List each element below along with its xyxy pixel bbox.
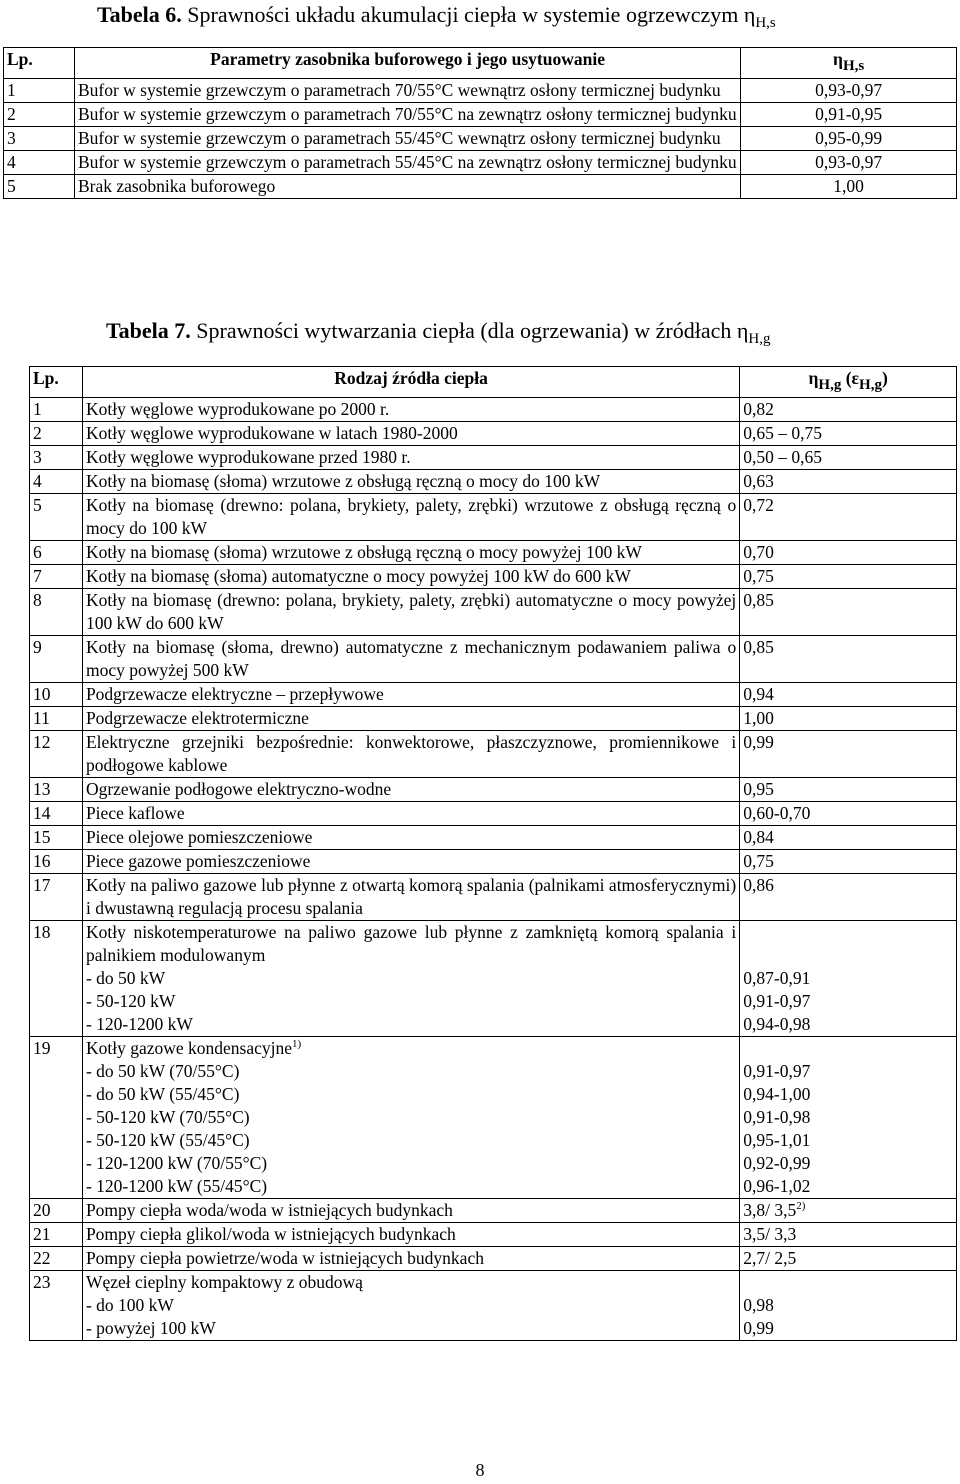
table7-title-sub: H,g bbox=[748, 331, 771, 347]
table7-val: 3,8/ 3,5$^{2)}$ bbox=[740, 1199, 957, 1223]
table7-lp: 11 bbox=[30, 707, 83, 731]
table7-lp: 17 bbox=[30, 874, 83, 921]
table7-row bbox=[30, 636, 957, 683]
table7-row bbox=[30, 422, 957, 446]
row23-val: 0,99 bbox=[743, 1318, 774, 1338]
table7 bbox=[29, 366, 957, 1341]
row23-item: - powyżej 100 kW bbox=[85, 1318, 216, 1338]
table7-desc: Kotły na paliwo gazowe lub płynne z otwartą komorą spalania (palnikami atmosferycznymi) i dwustawną regulacją procesu spalania bbox=[82, 874, 739, 921]
row18-val: 0,87-0,91 bbox=[743, 968, 811, 988]
table7-val: 0,65 – 0,75 bbox=[740, 422, 957, 446]
table6-row bbox=[4, 79, 957, 103]
table7-desc: Pompy ciepła powietrze/woda w istniejących budynkach bbox=[82, 1247, 739, 1271]
table6-label: Tabela 6. bbox=[97, 2, 182, 27]
table7-title: Sprawności wytwarzania ciepła (dla ogrzewania) w źródłach η bbox=[196, 318, 749, 343]
table7-desc bbox=[82, 1271, 739, 1341]
table6-val: 0,93-0,97 bbox=[741, 79, 957, 103]
table7-val: 1,00 bbox=[740, 707, 957, 731]
table7-lp: 6 bbox=[30, 541, 83, 565]
table7-row bbox=[30, 565, 957, 589]
table6-header-lp: Lp. bbox=[4, 48, 75, 79]
row19-desc: Kotły gazowe kondensacyjne bbox=[85, 1038, 292, 1058]
row18-item: - 120-1200 kW bbox=[85, 1014, 193, 1034]
table7-val: 0,84 bbox=[740, 826, 957, 850]
table7-lp: 18 bbox=[30, 921, 83, 1037]
table6-desc: Bufor w systemie grzewczym o parametrach 70/55°C na zewnątrz osłony termicznej budynku bbox=[74, 103, 740, 127]
row18-val: 0,94-0,98 bbox=[743, 1014, 811, 1034]
table7-desc: Kotły na biomasę (słoma) wrzutowe z obsługą ręczną o mocy powyżej 100 kW bbox=[82, 541, 739, 565]
table7-lp: 13 bbox=[30, 778, 83, 802]
table7-lp: 20 bbox=[30, 1199, 83, 1223]
table6-val: 0,95-0,99 bbox=[741, 127, 957, 151]
table6-val: 0,91-0,95 bbox=[741, 103, 957, 127]
row19-item: - 50-120 kW (55/45°C) bbox=[85, 1130, 250, 1150]
row19-val: 0,92-0,99 bbox=[743, 1153, 811, 1173]
row18-item: - do 50 kW bbox=[85, 968, 166, 988]
table7-val bbox=[740, 1271, 957, 1341]
table7-row bbox=[30, 850, 957, 874]
table7-desc: Kotły na biomasę (słoma) wrzutowe z obsługą ręczną o mocy do 100 kW bbox=[82, 470, 739, 494]
table7-val: 0,70 bbox=[740, 541, 957, 565]
row19-item: - do 50 kW (55/45°C) bbox=[85, 1084, 240, 1104]
table7-val: 0,94 bbox=[740, 683, 957, 707]
table7-val: 0,86 bbox=[740, 874, 957, 921]
row19-val: 0,96-1,02 bbox=[743, 1176, 811, 1196]
table6-desc: Bufor w systemie grzewczym o parametrach 70/55°C wewnątrz osłony termicznej budynku bbox=[74, 79, 740, 103]
table6-desc: Bufor w systemie grzewczym o parametrach 55/45°C wewnątrz osłony termicznej budynku bbox=[74, 127, 740, 151]
table7-val: 0,60-0,70 bbox=[740, 802, 957, 826]
table7-val: 0,50 – 0,65 bbox=[740, 446, 957, 470]
table7-row bbox=[30, 826, 957, 850]
table7-row bbox=[30, 778, 957, 802]
table6-lp: 1 bbox=[4, 79, 75, 103]
table7-val: 0,82 bbox=[740, 398, 957, 422]
table7-desc: Pompy ciepła glikol/woda w istniejących budynkach bbox=[82, 1223, 739, 1247]
table7-val bbox=[740, 1037, 957, 1199]
table7-lp: 3 bbox=[30, 446, 83, 470]
table6-title: Sprawności układu akumulacji ciepła w systemie ogrzewczym η bbox=[187, 2, 756, 27]
table7-lp: 4 bbox=[30, 470, 83, 494]
table7-val: 3,5/ 3,3 bbox=[740, 1223, 957, 1247]
row23-val: 0,98 bbox=[743, 1295, 774, 1315]
table6-val: 0,93-0,97 bbox=[741, 151, 957, 175]
row19-note: 1) bbox=[292, 1038, 302, 1051]
table6-desc: Brak zasobnika buforowego bbox=[74, 175, 740, 199]
table7-lp: 22 bbox=[30, 1247, 83, 1271]
table7-caption bbox=[106, 318, 770, 352]
table7-val: 0,75 bbox=[740, 850, 957, 874]
row19-item: - 120-1200 kW (55/45°C) bbox=[85, 1176, 268, 1196]
table6-lp: 4 bbox=[4, 151, 75, 175]
table6-caption bbox=[97, 2, 776, 36]
table7-lp: 9 bbox=[30, 636, 83, 683]
table7-row bbox=[30, 874, 957, 921]
row18-val: 0,91-0,97 bbox=[743, 991, 811, 1011]
table7-desc: Kotły węglowe wyprodukowane po 2000 r. bbox=[82, 398, 739, 422]
table7-row bbox=[30, 1247, 957, 1271]
table7-val: 0,99 bbox=[740, 731, 957, 778]
table7-lp: 2 bbox=[30, 422, 83, 446]
table6-header-eta: ηH,s bbox=[741, 48, 957, 79]
table7-lp: 8 bbox=[30, 589, 83, 636]
table7-row bbox=[30, 707, 957, 731]
table7-row bbox=[30, 731, 957, 778]
table7-desc: Piece kaflowe bbox=[82, 802, 739, 826]
table7-lp: 10 bbox=[30, 683, 83, 707]
table6 bbox=[3, 47, 957, 199]
table7-val: 0,72 bbox=[740, 494, 957, 541]
table7-val: 0,85 bbox=[740, 589, 957, 636]
table6-lp: 5 bbox=[4, 175, 75, 199]
table7-lp: 1 bbox=[30, 398, 83, 422]
row18-desc: Kotły niskotemperaturowe na paliwo gazowe lub płynne z zamkniętą komorą spalania i palnikiem modulowanym bbox=[85, 922, 737, 965]
table7-val: 0,75 bbox=[740, 565, 957, 589]
table6-val: 1,00 bbox=[741, 175, 957, 199]
table7-desc: Pompy ciepła woda/woda w istniejących budynkach bbox=[82, 1199, 739, 1223]
row19-val: 0,91-0,97 bbox=[743, 1061, 811, 1081]
table7-desc: Kotły węglowe wyprodukowane w latach 1980-2000 bbox=[82, 422, 739, 446]
table7-lp: 16 bbox=[30, 850, 83, 874]
table7-lp: 5 bbox=[30, 494, 83, 541]
table6-desc: Bufor w systemie grzewczym o parametrach 55/45°C na zewnątrz osłony termicznej budynku bbox=[74, 151, 740, 175]
table7-lp: 14 bbox=[30, 802, 83, 826]
table7-row bbox=[30, 446, 957, 470]
table7-desc: Elektryczne grzejniki bezpośrednie: konwektorowe, płaszczyznowe, promiennikowe i podłogowe kablowe bbox=[82, 731, 739, 778]
table7-lp: 23 bbox=[30, 1271, 83, 1341]
table7-desc: Kotły na biomasę (słoma, drewno) automatyczne z mechanicznym podawaniem paliwa o mocy powyżej 500 kW bbox=[82, 636, 739, 683]
table7-desc: Kotły na biomasę (słoma) automatyczne o mocy powyżej 100 kW do 600 kW bbox=[82, 565, 739, 589]
table7-val: 2,7/ 2,5 bbox=[740, 1247, 957, 1271]
row18-item: - 50-120 kW bbox=[85, 991, 176, 1011]
table7-header-lp: Lp. bbox=[30, 367, 83, 398]
table7-desc: Kotły na biomasę (drewno: polana, brykiety, palety, zrębki) automatyczne o mocy powyżej 100 kW do 600 kW bbox=[82, 589, 739, 636]
table7-lp: 12 bbox=[30, 731, 83, 778]
table7-row-18 bbox=[30, 921, 957, 1037]
row19-val: 0,91-0,98 bbox=[743, 1107, 811, 1127]
table7-label: Tabela 7. bbox=[106, 318, 191, 343]
table7-lp: 19 bbox=[30, 1037, 83, 1199]
table7-row-19 bbox=[30, 1037, 957, 1199]
table7-desc: Ogrzewanie podłogowe elektryczno-wodne bbox=[82, 778, 739, 802]
table7-row bbox=[30, 802, 957, 826]
table6-row bbox=[4, 127, 957, 151]
table7-desc: Kotły na biomasę (drewno: polana, brykiety, palety, zrębki) wrzutowe z obsługą ręczną o mocy do 100 kW bbox=[82, 494, 739, 541]
table7-desc bbox=[82, 1037, 739, 1199]
table7-row bbox=[30, 494, 957, 541]
table7-desc: Piece gazowe pomieszczeniowe bbox=[82, 850, 739, 874]
table7-desc: Kotły węglowe wyprodukowane przed 1980 r. bbox=[82, 446, 739, 470]
table6-title-sub: H,s bbox=[755, 15, 776, 31]
table7-lp: 15 bbox=[30, 826, 83, 850]
row19-val: 0,94-1,00 bbox=[743, 1084, 811, 1104]
row23-item: - do 100 kW bbox=[85, 1295, 174, 1315]
table6-row bbox=[4, 175, 957, 199]
table7-header-source: Rodzaj źródła ciepła bbox=[82, 367, 739, 398]
table7-desc: Podgrzewacze elektrotermiczne bbox=[82, 707, 739, 731]
table7-row bbox=[30, 589, 957, 636]
table7-row bbox=[30, 1223, 957, 1247]
row20-note: 2) bbox=[796, 1200, 806, 1213]
table7-row-23 bbox=[30, 1271, 957, 1341]
table7-lp: 7 bbox=[30, 565, 83, 589]
table7-body-a bbox=[30, 398, 957, 921]
table7-val bbox=[740, 921, 957, 1037]
table7-row bbox=[30, 470, 957, 494]
table7-val: 0,95 bbox=[740, 778, 957, 802]
table6-row bbox=[4, 103, 957, 127]
table7-val: 0,85 bbox=[740, 636, 957, 683]
table7-header bbox=[30, 367, 957, 398]
row19-item: - 120-1200 kW (70/55°C) bbox=[85, 1153, 268, 1173]
page-number: 8 bbox=[475, 1460, 485, 1480]
table7-desc: Podgrzewacze elektryczne – przepływowe bbox=[82, 683, 739, 707]
table7-row bbox=[30, 1199, 957, 1223]
table6-row bbox=[4, 151, 957, 175]
table7-lp: 21 bbox=[30, 1223, 83, 1247]
row19-val: 0,95-1,01 bbox=[743, 1130, 811, 1150]
row19-item: - 50-120 kW (70/55°C) bbox=[85, 1107, 250, 1127]
table7-desc bbox=[82, 921, 739, 1037]
table7-row bbox=[30, 398, 957, 422]
table7-val: 0,63 bbox=[740, 470, 957, 494]
table7-header-eta: ηH,g (εH,g) bbox=[740, 367, 957, 398]
table7-desc: Piece olejowe pomieszczeniowe bbox=[82, 826, 739, 850]
table7-row bbox=[30, 541, 957, 565]
table6-lp: 3 bbox=[4, 127, 75, 151]
table6-lp: 2 bbox=[4, 103, 75, 127]
table7-row bbox=[30, 683, 957, 707]
row19-item: - do 50 kW (70/55°C) bbox=[85, 1061, 240, 1081]
table6-header bbox=[4, 48, 957, 79]
table6-header-param: Parametry zasobnika buforowego i jego usytuowanie bbox=[74, 48, 740, 79]
row23-desc: Węzeł cieplny kompaktowy z obudową bbox=[85, 1272, 363, 1292]
